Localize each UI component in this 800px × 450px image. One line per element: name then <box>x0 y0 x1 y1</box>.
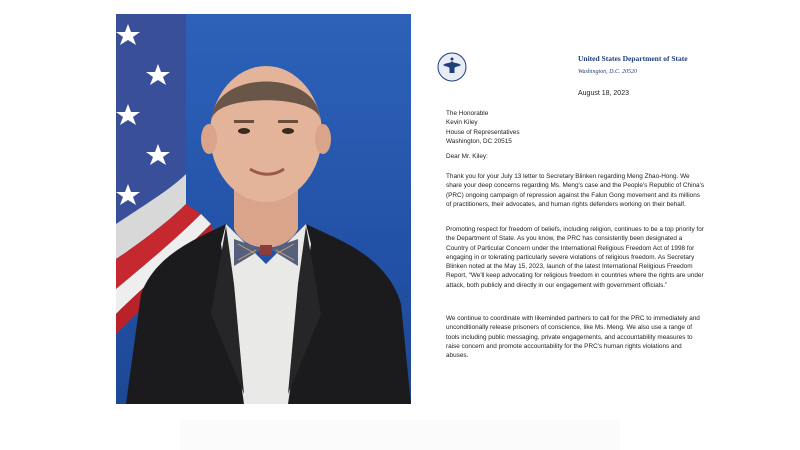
official-portrait-photo <box>116 14 411 404</box>
salutation: Dear Mr. Kiley: <box>446 153 488 160</box>
letter-paragraph: Promoting respect for freedom of beliefs, including religion, continues to be a top priority for the Department of State. As you know, the PRC has consistently been designated a Country of Particular Concern under the International Religious Freedom Act of 1998 for engaging in or tolerating particularly severe violations of religious freedom. As Secretary Blinken noted at the May 15, 2023, launch of the latest International Religious Freedom Report, “We'll keep advocating for religious freedom in countries where the rights are under attack, both publicly and directly in our engagement with government officials.” <box>446 226 704 289</box>
address-line: The Honorable <box>446 110 489 117</box>
us-flag-and-official-illustration <box>116 14 411 404</box>
letter-date: August 18, 2023 <box>578 90 629 97</box>
recipient-address <box>446 109 520 146</box>
state-department-letter <box>412 14 705 404</box>
address-line: Washington, DC 20515 <box>446 137 512 145</box>
letter-paragraph: Thank you for your July 13 letter to Secretary Blinken regarding Meng Zhao-Hong. We share your deep concerns regarding Ms. Meng's case and the People's Republic of China's (PRC) ongoing campaign of repression against the Falun Gong movement and its millions of practitioners, their advocates, and human rights defenders working on their behalf. <box>446 173 705 208</box>
state-department-seal-icon <box>437 52 467 82</box>
address-line: Kevin Kiley <box>446 119 478 127</box>
letterhead-department-name: United States Department of State <box>578 54 688 63</box>
letterhead-place: Washington, D.C. 20520 <box>578 69 637 75</box>
caption-strip <box>180 420 620 450</box>
letter-paragraph: We continue to coordinate with likeminded partners to call for the PRC to immediately and unconditionally release prisoners of conscience, like Ms. Meng. We also use a range of tools including public messaging, private engagements, and accountability measures to raise concern and promote accountability for the PRC's human rights violations and abuses. <box>446 315 700 360</box>
address-line: House of Representatives <box>446 128 520 136</box>
